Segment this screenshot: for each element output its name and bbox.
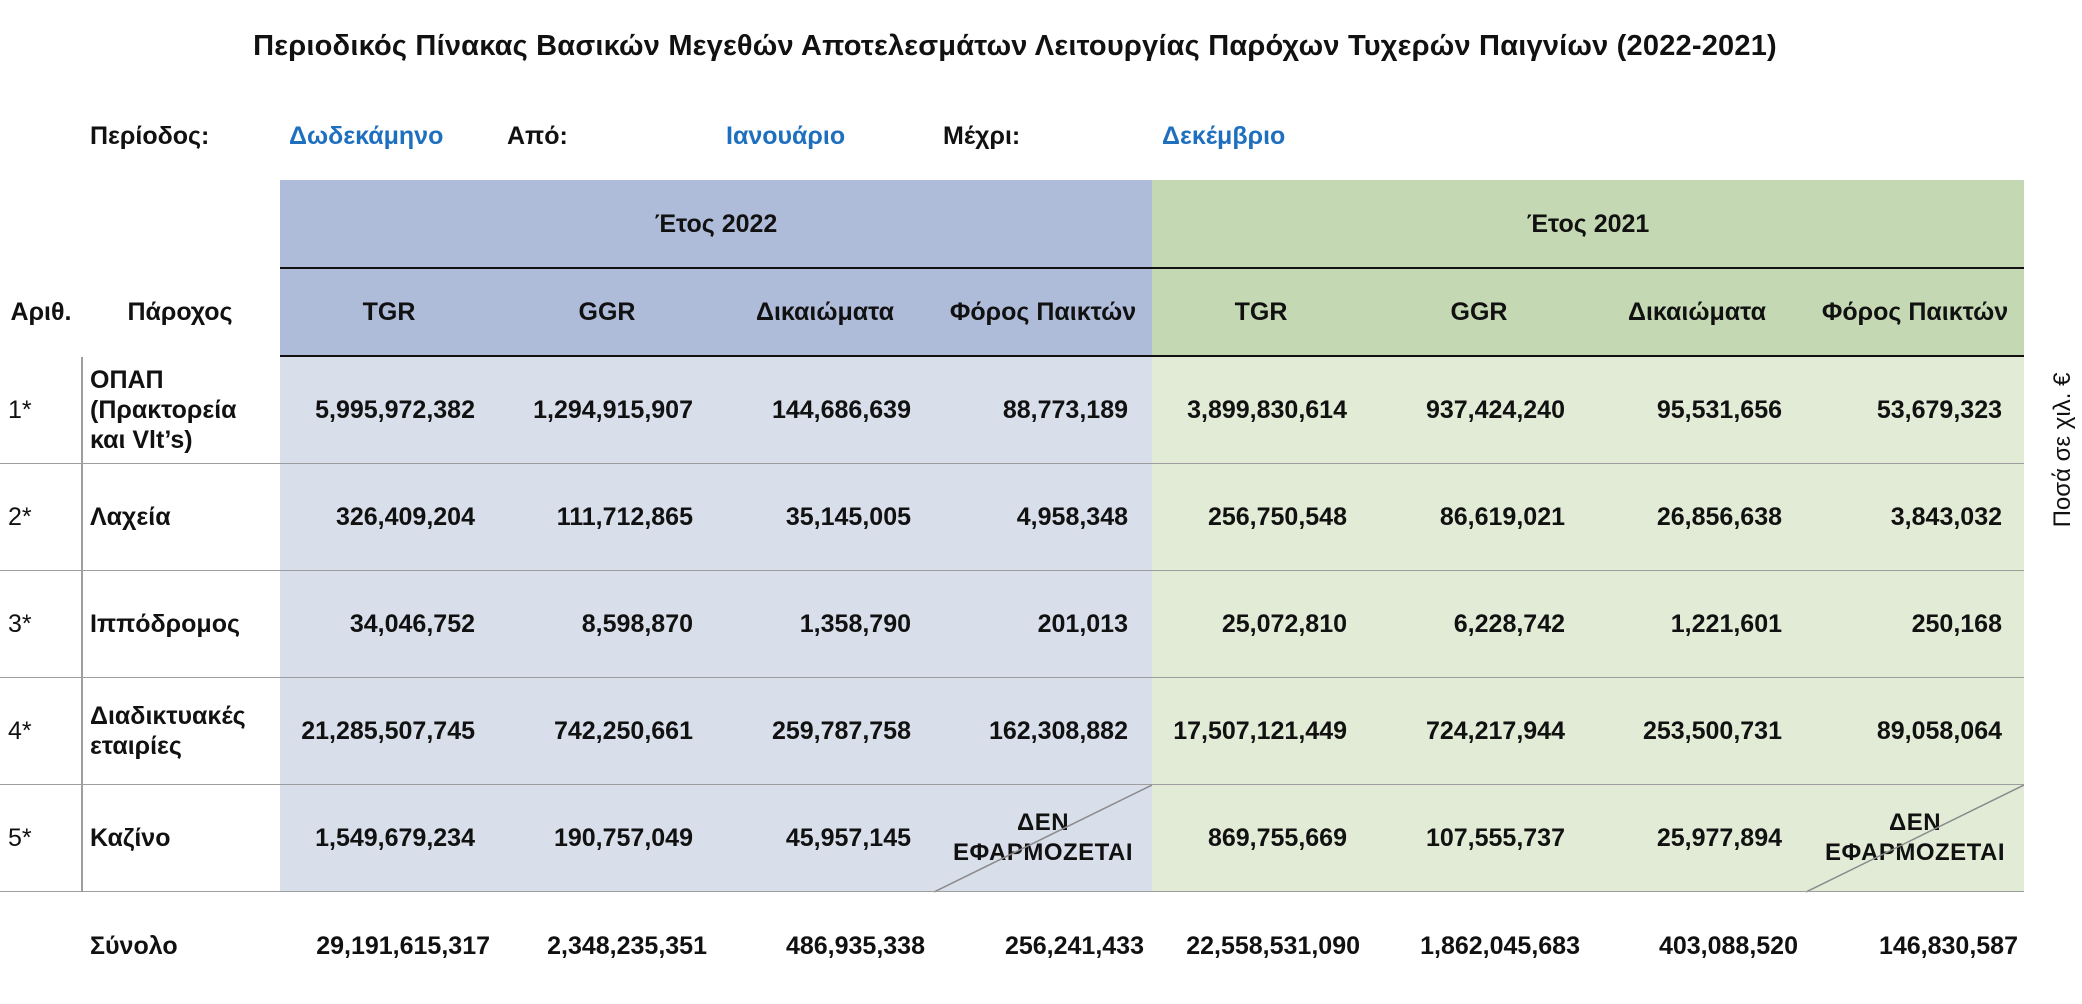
to-label: Μέχρι: bbox=[943, 122, 1021, 150]
value-cell: 86,619,021 bbox=[1439, 502, 1565, 531]
not-applicable-text: ΔΕΝ bbox=[1016, 809, 1070, 836]
value-cell: 5,995,972,382 bbox=[315, 395, 475, 424]
year-header-2021: Έτος 2021 bbox=[1526, 209, 1650, 238]
value-cell: 190,757,049 bbox=[553, 823, 693, 852]
value-cell: 256,750,548 bbox=[1207, 502, 1347, 531]
value-cell: 53,679,323 bbox=[1876, 395, 2002, 424]
row-index: 1* bbox=[8, 395, 32, 424]
value-cell: 1,221,601 bbox=[1670, 609, 1782, 638]
value-cell: 869,755,669 bbox=[1207, 823, 1347, 852]
unit-note: Ποσά σε χιλ. € bbox=[2049, 372, 2076, 528]
provider-name bbox=[90, 785, 275, 891]
total-value: 403,088,520 bbox=[1658, 931, 1798, 960]
value-cell: 1,358,790 bbox=[799, 609, 911, 638]
period-label: Περίοδος: bbox=[90, 122, 210, 150]
value-cell: 25,072,810 bbox=[1221, 609, 1347, 638]
total-value: 29,191,615,317 bbox=[316, 931, 490, 960]
value-cell: 937,424,240 bbox=[1425, 395, 1565, 424]
total-value: 486,935,338 bbox=[785, 931, 925, 960]
value-cell: 17,507,121,449 bbox=[1173, 716, 1347, 745]
from-value[interactable]: Ιανουάριο bbox=[726, 122, 846, 150]
column-header-tgr-2022: TGR bbox=[362, 298, 416, 326]
row-index: 2* bbox=[8, 502, 32, 531]
value-cell: 89,058,064 bbox=[1876, 716, 2002, 745]
not-applicable-text: ΕΦΑΡΜΟΖΕΤΑΙ bbox=[1824, 839, 2006, 866]
provider-name bbox=[90, 678, 275, 784]
total-value: 22,558,531,090 bbox=[1186, 931, 1360, 960]
period-value[interactable]: Δωδεκάμηνο bbox=[289, 122, 444, 150]
value-cell: 34,046,752 bbox=[349, 609, 475, 638]
not-applicable-slash bbox=[934, 785, 1152, 893]
provider-name bbox=[90, 464, 275, 570]
value-cell: 26,856,638 bbox=[1656, 502, 1782, 531]
not-applicable-slash bbox=[1806, 785, 2024, 893]
value-cell: 326,409,204 bbox=[335, 502, 475, 531]
to-value[interactable]: Δεκέμβριο bbox=[1162, 122, 1286, 150]
value-cell: 6,228,742 bbox=[1453, 609, 1565, 638]
value-cell: 8,598,870 bbox=[581, 609, 693, 638]
column-header-rights-2021: Δικαιώματα bbox=[1628, 298, 1766, 326]
column-header-index: Αριθ. bbox=[10, 298, 72, 326]
from-label: Από: bbox=[507, 122, 568, 150]
value-cell: 111,712,865 bbox=[556, 502, 693, 531]
value-cell: 35,145,005 bbox=[785, 502, 911, 531]
row-index: 4* bbox=[8, 716, 32, 745]
column-header-rights-2022: Δικαιώματα bbox=[756, 298, 894, 326]
column-header-ggr-2022: GGR bbox=[578, 298, 636, 326]
column-header-tgr-2021: TGR bbox=[1234, 298, 1288, 326]
value-cell: 25,977,894 bbox=[1656, 823, 1782, 852]
index-column-divider bbox=[81, 357, 83, 891]
value-cell: 45,957,145 bbox=[785, 823, 911, 852]
row-index: 5* bbox=[8, 823, 32, 852]
provider-name-line: Ιππόδρομος bbox=[90, 610, 240, 638]
value-cell: 107,555,737 bbox=[1425, 823, 1565, 852]
provider-name-line: Λαχεία bbox=[90, 503, 171, 531]
value-cell: 742,250,661 bbox=[553, 716, 693, 745]
provider-name bbox=[90, 571, 275, 677]
provider-name-line: Διαδικτυακές bbox=[90, 702, 246, 730]
provider-name-line: (Πρακτορεία bbox=[90, 396, 237, 424]
column-header-player-tax-2021: Φόρος Παικτών bbox=[1821, 298, 2009, 326]
value-cell: 201,013 bbox=[1037, 609, 1128, 638]
total-value: 256,241,433 bbox=[1004, 931, 1144, 960]
value-cell: 4,958,348 bbox=[1016, 502, 1128, 531]
provider-name bbox=[90, 357, 275, 463]
year-header-2022: Έτος 2022 bbox=[654, 209, 778, 238]
value-cell: 1,294,915,907 bbox=[533, 395, 693, 424]
value-cell: 250,168 bbox=[1911, 609, 2002, 638]
total-value: 2,348,235,351 bbox=[547, 931, 707, 960]
not-applicable-text: ΕΦΑΡΜΟΖΕΤΑΙ bbox=[952, 839, 1134, 866]
row-divider bbox=[0, 891, 2024, 892]
page-title: Περιοδικός Πίνακας Βασικών Μεγεθών Αποτελεσμάτων Λειτουργίας Παρόχων Τυχερών Παιγνίων (2022-2021) bbox=[253, 30, 1777, 62]
provider-name-line: ΟΠΑΠ bbox=[90, 366, 164, 394]
provider-name-line: εταιρίες bbox=[90, 732, 182, 760]
total-value: 1,862,045,683 bbox=[1420, 931, 1580, 960]
row-index: 3* bbox=[8, 609, 32, 638]
value-cell: 253,500,731 bbox=[1642, 716, 1782, 745]
value-cell: 1,549,679,234 bbox=[315, 823, 475, 852]
value-cell: 3,899,830,614 bbox=[1187, 395, 1347, 424]
column-header-player-tax-2022: Φόρος Παικτών bbox=[949, 298, 1137, 326]
value-cell: 21,285,507,745 bbox=[301, 716, 475, 745]
value-cell: 144,686,639 bbox=[771, 395, 911, 424]
value-cell: 259,787,758 bbox=[771, 716, 911, 745]
value-cell: 724,217,944 bbox=[1425, 716, 1565, 745]
total-value: 146,830,587 bbox=[1878, 931, 2018, 960]
total-label: Σύνολο bbox=[90, 931, 178, 960]
value-cell: 162,308,882 bbox=[988, 716, 1128, 745]
column-header-ggr-2021: GGR bbox=[1450, 298, 1508, 326]
value-cell: 95,531,656 bbox=[1656, 395, 1782, 424]
column-header-provider: Πάροχος bbox=[127, 298, 233, 326]
value-cell: 3,843,032 bbox=[1890, 502, 2002, 531]
provider-name-line: Καζίνο bbox=[90, 824, 171, 852]
value-cell: 88,773,189 bbox=[1002, 395, 1128, 424]
not-applicable-text: ΔΕΝ bbox=[1888, 809, 1942, 836]
provider-name-line: και Vlt’s) bbox=[90, 426, 193, 454]
